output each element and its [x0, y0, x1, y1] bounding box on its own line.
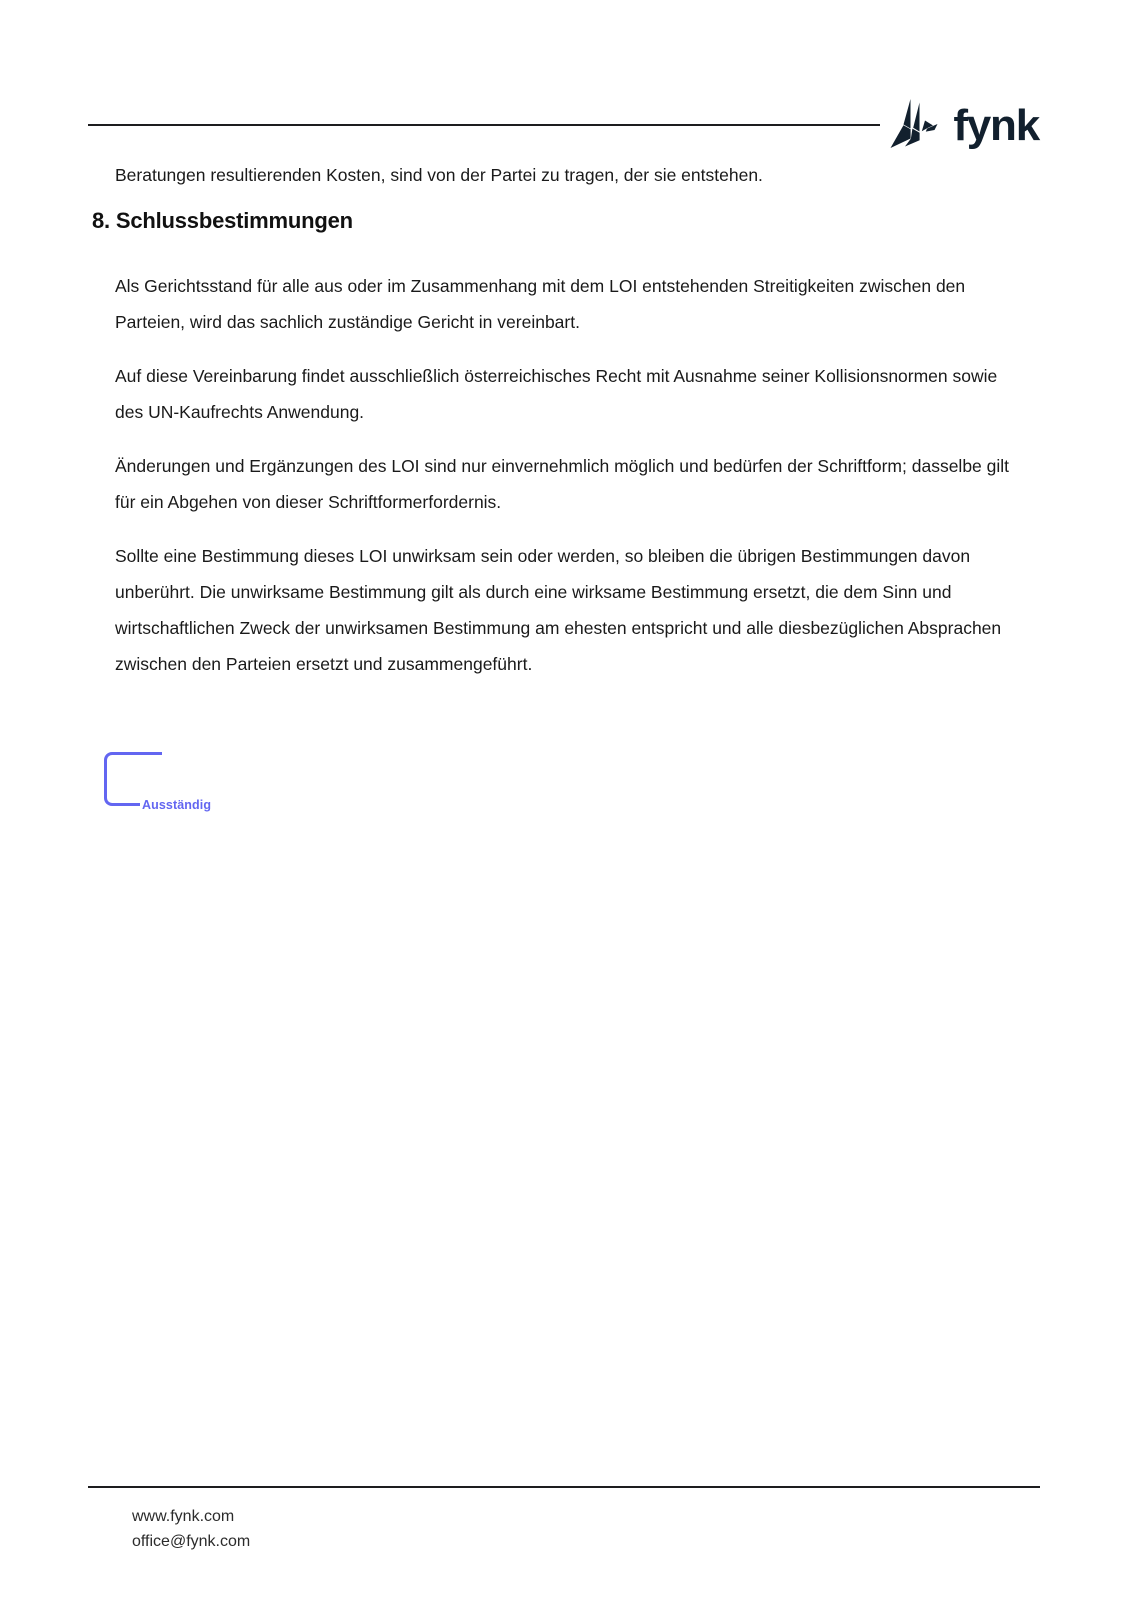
fynk-logo: [885, 96, 1039, 152]
paragraph-line: Parteien, wird das sachlich zuständige Gericht in vereinbart.: [115, 312, 580, 332]
section-heading-8: 8. Schlussbestimmungen: [92, 208, 353, 233]
paragraph-line: Sollte eine Bestimmung dieses LOI unwirksam sein oder werden, so bleiben die übrigen Bestimmungen davon: [115, 546, 971, 566]
paragraph-line: unberührt. Die unwirksame Bestimmung gilt als durch eine wirksame Bestimmung ersetzt, die dem Sinn und: [115, 582, 952, 602]
header-divider: [88, 124, 880, 126]
signature-status-badge: Ausständig: [142, 798, 212, 812]
paragraph-line: Änderungen und Ergänzungen des LOI sind nur einvernehmlich möglich und bedürfen der Schriftform; dasselbe gilt: [115, 456, 1010, 476]
paragraph-line: wirtschaftlichen Zweck der unwirksamen Bestimmung am ehesten entspricht und alle diesbezüglichen Absprachen: [115, 618, 1002, 638]
footer-email[interactable]: office@fynk.com: [132, 1533, 251, 1550]
paragraph-salvatorische-klausel: [115, 538, 1045, 682]
paragraph-line: des UN-Kaufrechts Anwendung.: [115, 402, 365, 422]
brand-wordmark: fynk: [953, 101, 1039, 150]
footer-divider: [88, 1486, 1040, 1488]
origami-bird-icon: [885, 98, 943, 150]
page-footer: [0, 1480, 1131, 1600]
paragraph-line: Auf diese Vereinbarung findet ausschließlich österreichisches Recht mit Ausnahme seiner Kollisionsnormen sowie: [115, 366, 998, 386]
continued-paragraph: Beratungen resultierenden Kosten, sind von der Partei zu tragen, der sie entstehen.: [115, 165, 763, 185]
footer-contact: [132, 1504, 250, 1554]
paragraph-gerichtsstand: [115, 268, 1045, 340]
footer-website[interactable]: www.fynk.com: [132, 1508, 235, 1525]
paragraph-rechtswahl: [115, 358, 1045, 430]
paragraph-line: Als Gerichtsstand für alle aus oder im Zusammenhang mit dem LOI entstehenden Streitigkeiten zwischen den: [115, 276, 966, 296]
signature-field[interactable]: [104, 752, 224, 814]
paragraph-schriftform: [115, 448, 1045, 520]
paragraph-line: zwischen den Parteien ersetzt und zusammengeführt.: [115, 654, 533, 674]
paragraph-line: für ein Abgehen von dieser Schriftformerfordernis.: [115, 492, 502, 512]
page-header: [0, 0, 1131, 160]
